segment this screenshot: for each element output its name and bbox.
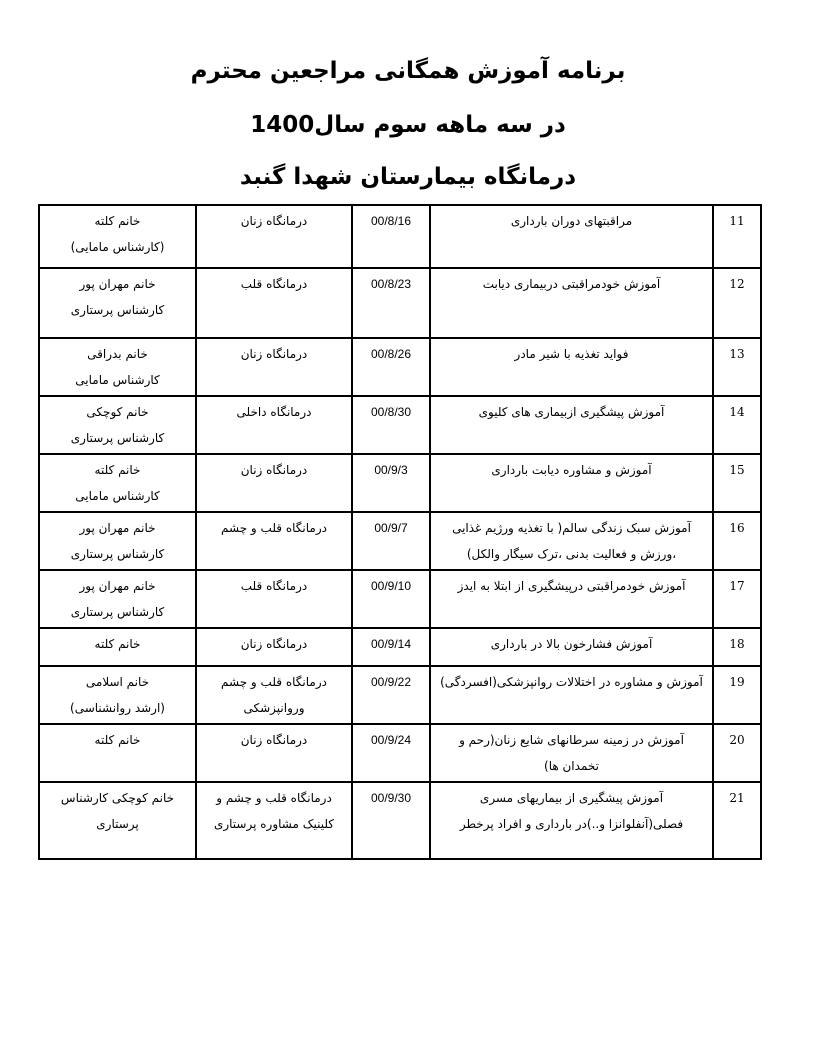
- row-number: 21: [713, 782, 761, 859]
- instructor-cell-line: کارشناس پرستاری: [70, 431, 165, 445]
- clinic-cell-line: کلینیک مشاوره پرستاری: [213, 817, 335, 831]
- clinic-cell: [196, 782, 352, 859]
- clinic-cell: [196, 724, 352, 782]
- instructor-cell-line: (کارشناس مامایی): [70, 240, 165, 254]
- instructor-cell-line: خانم کوچکی کارشناس: [60, 791, 175, 805]
- clinic-cell-line: درمانگاه زنان: [240, 463, 308, 477]
- date-cell: 00/8/16: [352, 205, 430, 268]
- clinic-cell: [196, 512, 352, 570]
- topic-cell: [430, 205, 713, 268]
- date-cell: 00/9/24: [352, 724, 430, 782]
- row-number: 12: [713, 268, 761, 338]
- instructor-cell: [39, 782, 196, 859]
- clinic-cell: [196, 396, 352, 454]
- table-row: [39, 338, 761, 396]
- table-row: [39, 205, 761, 268]
- row-number: 11: [713, 205, 761, 268]
- row-number: 20: [713, 724, 761, 782]
- table-row: [39, 268, 761, 338]
- table-row: [39, 666, 761, 724]
- table-row: [39, 454, 761, 512]
- row-number: 13: [713, 338, 761, 396]
- topic-cell: [430, 396, 713, 454]
- clinic-cell-line: درمانگاه زنان: [240, 637, 308, 651]
- row-number: 18: [713, 628, 761, 666]
- topic-cell-line: آموزش فشارخون بالا در بارداری: [490, 637, 653, 651]
- topic-cell: [430, 724, 713, 782]
- instructor-cell: [39, 205, 196, 268]
- document-subtitle-period: در سه ماهه سوم سال1400: [250, 112, 566, 138]
- topic-cell-line: مراقبتهای دوران بارداری: [510, 214, 633, 228]
- clinic-cell-line: درمانگاه قلب: [240, 579, 308, 593]
- instructor-cell-line: خانم کلته: [94, 463, 141, 477]
- row-number: 16: [713, 512, 761, 570]
- document-title: برنامه آموزش همگانی مراجعین محترم: [190, 58, 626, 84]
- date-cell: 00/8/26: [352, 338, 430, 396]
- instructor-cell-line: کارشناس پرستاری: [70, 605, 165, 619]
- date-cell: 00/8/23: [352, 268, 430, 338]
- date-cell: 00/8/30: [352, 396, 430, 454]
- table-row: [39, 512, 761, 570]
- topic-cell: [430, 338, 713, 396]
- instructor-cell: [39, 338, 196, 396]
- instructor-cell: [39, 454, 196, 512]
- instructor-cell-line: کارشناس پرستاری: [70, 303, 165, 317]
- row-number: 17: [713, 570, 761, 628]
- table-row: [39, 782, 761, 859]
- date-cell: 00/9/30: [352, 782, 430, 859]
- topic-cell: [430, 666, 713, 724]
- clinic-cell-line: درمانگاه قلب و چشم و: [216, 791, 332, 805]
- topic-cell-line: آموزش خودمراقبتی دربیماری دیابت: [482, 277, 661, 291]
- row-number: 15: [713, 454, 761, 512]
- date-cell: 00/9/7: [352, 512, 430, 570]
- topic-cell-line: آموزش پیشگیری ازبیماری های کلیوی: [478, 405, 665, 419]
- topic-cell-line: آموزش سبک زندگی سالم( با تغذیه ورژیم غذایی: [452, 521, 691, 535]
- topic-cell-line: فصلی(آنفلوانزا و..)در بارداری و افراد پرخطر: [459, 817, 684, 831]
- instructor-cell: [39, 724, 196, 782]
- instructor-cell-line: پرستاری: [96, 817, 139, 831]
- instructor-cell-line: خانم مهران پور: [79, 521, 156, 535]
- topic-cell-line: تخمدان ها): [544, 759, 599, 773]
- topic-cell: [430, 628, 713, 666]
- clinic-cell: [196, 205, 352, 268]
- topic-cell: [430, 782, 713, 859]
- schedule-table-body: [39, 205, 761, 859]
- instructor-cell: [39, 396, 196, 454]
- instructor-cell-line: خانم اسلامی: [85, 675, 150, 689]
- clinic-cell: [196, 666, 352, 724]
- clinic-cell-line: درمانگاه قلب و چشم: [221, 521, 327, 535]
- instructor-cell-line: خانم کوچکی: [86, 405, 149, 419]
- topic-cell: [430, 570, 713, 628]
- date-cell: 00/9/22: [352, 666, 430, 724]
- clinic-cell: [196, 268, 352, 338]
- instructor-cell-line: خانم بدراقی: [87, 347, 148, 361]
- instructor-cell-line: کارشناس مامایی: [75, 373, 160, 387]
- topic-cell: [430, 512, 713, 570]
- table-row: [39, 628, 761, 666]
- clinic-cell-line: درمانگاه زنان: [240, 347, 308, 361]
- instructor-cell: [39, 628, 196, 666]
- instructor-cell-line: خانم مهران پور: [79, 579, 156, 593]
- instructor-cell-line: خانم کلته: [94, 637, 141, 651]
- instructor-cell-line: کارشناس پرستاری: [70, 547, 165, 561]
- instructor-cell-line: خانم کلته: [94, 733, 141, 747]
- topic-cell-line: آموزش و مشاوره دیابت بارداری: [491, 463, 652, 477]
- clinic-cell-line: درمانگاه زنان: [240, 214, 308, 228]
- topic-cell-line: فواید تغذیه با شیر مادر: [514, 347, 629, 361]
- topic-cell-line: آموزش خودمراقبتی درپیشگیری از ابتلا به ایدز: [457, 579, 686, 593]
- clinic-cell: [196, 570, 352, 628]
- instructor-cell-line: (ارشد روانشناسی): [70, 701, 165, 715]
- clinic-cell: [196, 338, 352, 396]
- clinic-cell-line: وروانپزشکی: [243, 701, 305, 715]
- row-number: 19: [713, 666, 761, 724]
- clinic-cell: [196, 628, 352, 666]
- clinic-cell-line: درمانگاه زنان: [240, 733, 308, 747]
- table-row: [39, 570, 761, 628]
- clinic-cell: [196, 454, 352, 512]
- table-row: [39, 396, 761, 454]
- instructor-cell: [39, 512, 196, 570]
- topic-cell-line: ،ورزش و فعالیت بدنی ،ترک سیگار والکل): [466, 547, 677, 561]
- document-subtitle-clinic: درمانگاه بیمارستان شهدا گنبد: [239, 164, 577, 190]
- topic-cell: [430, 268, 713, 338]
- date-cell: 00/9/14: [352, 628, 430, 666]
- clinic-cell-line: درمانگاه داخلی: [236, 405, 312, 419]
- date-cell: 00/9/3: [352, 454, 430, 512]
- instructor-cell-line: کارشناس مامایی: [75, 489, 160, 503]
- clinic-cell-line: درمانگاه قلب: [240, 277, 308, 291]
- date-cell: 00/9/10: [352, 570, 430, 628]
- instructor-cell-line: خانم مهران پور: [79, 277, 156, 291]
- topic-cell-line: آموزش در زمینه سرطانهای شایع زنان(رحم و: [459, 733, 684, 747]
- instructor-cell: [39, 268, 196, 338]
- clinic-cell-line: درمانگاه قلب و چشم: [221, 675, 327, 689]
- topic-cell-line: آموزش و مشاوره در اختلالات روانپزشکی(افسردگی): [440, 675, 703, 689]
- row-number: 14: [713, 396, 761, 454]
- instructor-cell: [39, 666, 196, 724]
- table-row: [39, 724, 761, 782]
- topic-cell-line: آموزش پیشگیری از بیماریهای مسری: [479, 791, 664, 805]
- schedule-table: [38, 204, 762, 860]
- topic-cell: [430, 454, 713, 512]
- instructor-cell: [39, 570, 196, 628]
- instructor-cell-line: خانم کلته: [94, 214, 141, 228]
